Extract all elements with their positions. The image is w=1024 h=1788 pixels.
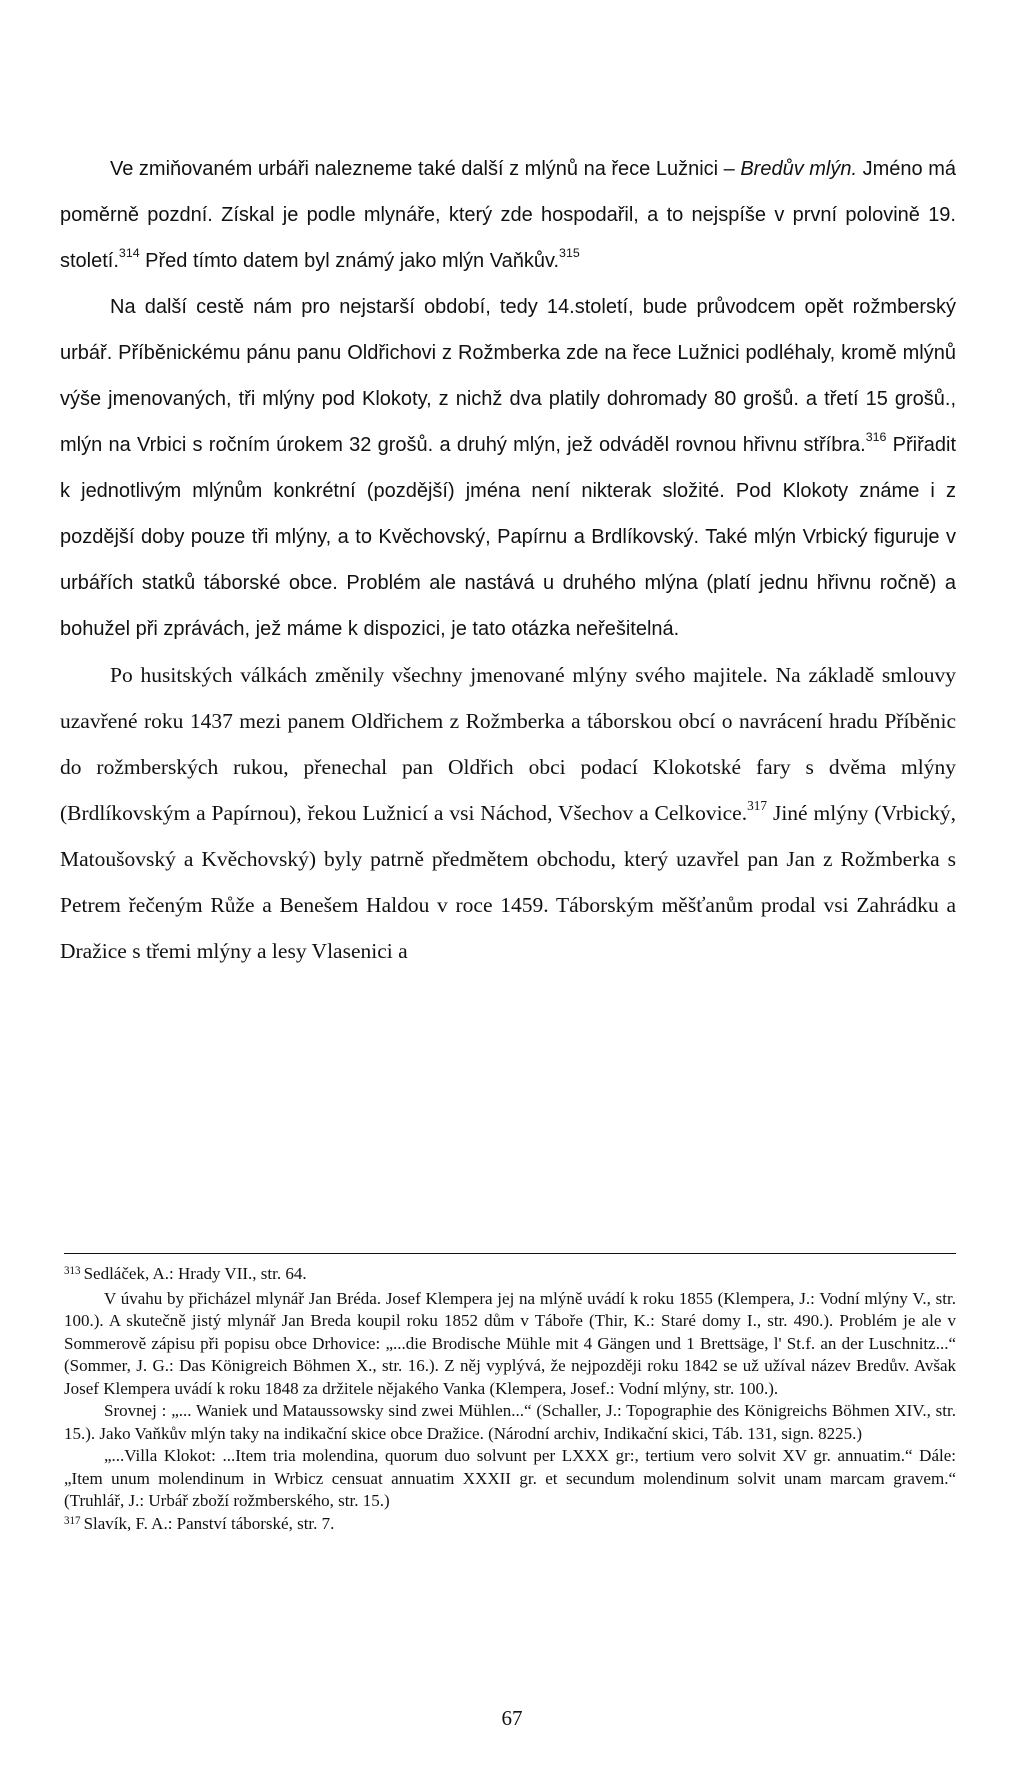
footnotes — [64, 1263, 956, 1537]
paragraph-2-text-a: Na další cestě nám pro nejstarší období, tedy 14.století, bude průvodcem opět rožmberský urbář. Příběnickému pánu panu Oldřichovi z Rožmberka zde na řece Lužnici podléhaly, kromě mlýnů výše jmenovaných, tři mlýny pod Klokoty, z nichž dva platily dohromady 80 grošů. a třetí 15 grošů., mlýn na Vrbici s ročním úrokem 32 grošů. a druhý mlýn, jež odváděl rovnou hřivnu stříbra. — [60, 296, 956, 456]
paragraph-2 — [60, 284, 956, 652]
paragraph-3 — [60, 652, 956, 974]
footnote-ref-314: 314 — [118, 246, 140, 261]
paragraph-1 — [60, 146, 956, 284]
paragraph-3-text-b: Jiné mlýny (Vrbický, Matoušovský a Kvěchovský) byly patrně předmětem obchodu, který uzavřel pan Jan z Rožmberka s Petrem řečeným Růže a Benešem Haldou v roce 1459. Táborským měšťanům prodal vsi Zahrádku a Dražice s třemi mlýny a lesy Vlasenici a — [60, 801, 956, 963]
footnote-314 — [64, 1288, 956, 1401]
footnote-text: „...Villa Klokot: ...Item tria molendina, quorum duo solvunt per LXXX gr:, tertium vero solvit XV gr. annuatim.“ Dále: „Item unum molendinum in Wrbicz censuat annuatim XXXII gr. et secundum molendinum solvit unam marcam gravem.“ (Truhlář, J.: Urbář zboží rožmberského, str. 15.) — [64, 1446, 956, 1510]
footnote-text: Srovnej : „... Waniek und Mataussowsky sind zwei Mühlen...“ (Schaller, J.: Topographie des Königreichs Böhmen XIV., str. 15.). Jako Vaňkův mlýn taky na indikační skice obce Dražice. (Národní archiv, Indikační skici, Táb. 131, sign. 8225.) — [64, 1401, 956, 1443]
footnote-ref-316: 316 — [865, 430, 887, 445]
footnote-317 — [64, 1513, 956, 1538]
footnote-313 — [64, 1263, 956, 1288]
paragraph-1-text-a: Ve zmiňovaném urbáři nalezneme také další z mlýnů na řece Lužnici – — [110, 158, 741, 180]
paragraph-1-text-d: Před tímto datem byl známý jako mlýn Vaňkův. — [139, 250, 560, 272]
footnote-315 — [64, 1400, 956, 1445]
paragraph-1-text-c: Jméno má poměrně pozdní. Získal je podle mlynáře, který zde hospodařil, a to nejspíše v první polovině 19. století. — [60, 158, 956, 272]
footnote-number: 313 — [64, 1265, 81, 1278]
paragraph-3-text-a: Po husitských válkách změnily všechny jmenované mlýny svého majitele. Na základě smlouvy uzavřené roku 1437 mezi panem Oldřichem z Rožmberka a táborskou obcí o navrácení hradu Příběnic do rožmberských rukou, přenechal pan Oldřich obci podací Klokotské fary s dvěma mlýny (Brdlíkovským a Papírnou), řekou Lužnicí a vsi Náchod, Všechov a Celkovice. — [60, 663, 956, 825]
footnote-ref-317: 317 — [747, 797, 768, 813]
footnote-separator — [64, 1253, 956, 1254]
main-text — [60, 146, 956, 974]
footnote-number: 317 — [64, 1514, 81, 1527]
footnote-316 — [64, 1445, 956, 1513]
footnote-text: V úvahu by přicházel mlynář Jan Bréda. Josef Klempera jej na mlýně uvádí k roku 1855 (Klempera, J.: Vodní mlýny V., str. 100.). A skutečně jistý mlynář Jan Breda koupil roku 1852 dům v Táboře (Thir, K.: Staré domy I., str. 490.). Problém je ale v Sommerově zápisu při popisu obce Drhovice: „...die Brodische Mühle mit 4 Gängen und 1 Brettsäge, l' St.f. an der Luschnitz...“ (Sommer, J. G.: Das Königreich Böhmen X., str. 16.). Z něj vyplývá, že nejpozději roku 1842 se už užíval název Bredův. Avšak Josef Klempera uvádí k roku 1848 za držitele nějakého Vanka (Klempera, Josef.: Vodní mlýny, str. 100.). — [64, 1288, 956, 1398]
paragraph-2-text-b: Přiřadit k jednotlivým mlýnům konkrétní (pozdější) jména není nikterak složité. Pod Klokoty známe i z pozdější doby pouze tři mlýny, a to Kvěchovský, Papírnu a Brdlíkovský. Také mlýn Vrbický figuruje v urbářích statků táborské obce. Problém ale nastává u druhého mlýna (platí jednu hřivnu ročně) a bohužel při zprávách, jež máme k dispozici, je tato otázka neřešitelná. — [60, 434, 956, 640]
mill-name-italic: Bredův mlýn. — [740, 158, 858, 180]
footnote-text: Sedláček, A.: Hrady VII., str. 64. — [83, 1264, 307, 1283]
page-number: 67 — [501, 1706, 523, 1730]
footnote-text: Slavík, F. A.: Panství táborské, str. 7. — [83, 1513, 335, 1533]
footnote-ref-315: 315 — [559, 246, 580, 261]
